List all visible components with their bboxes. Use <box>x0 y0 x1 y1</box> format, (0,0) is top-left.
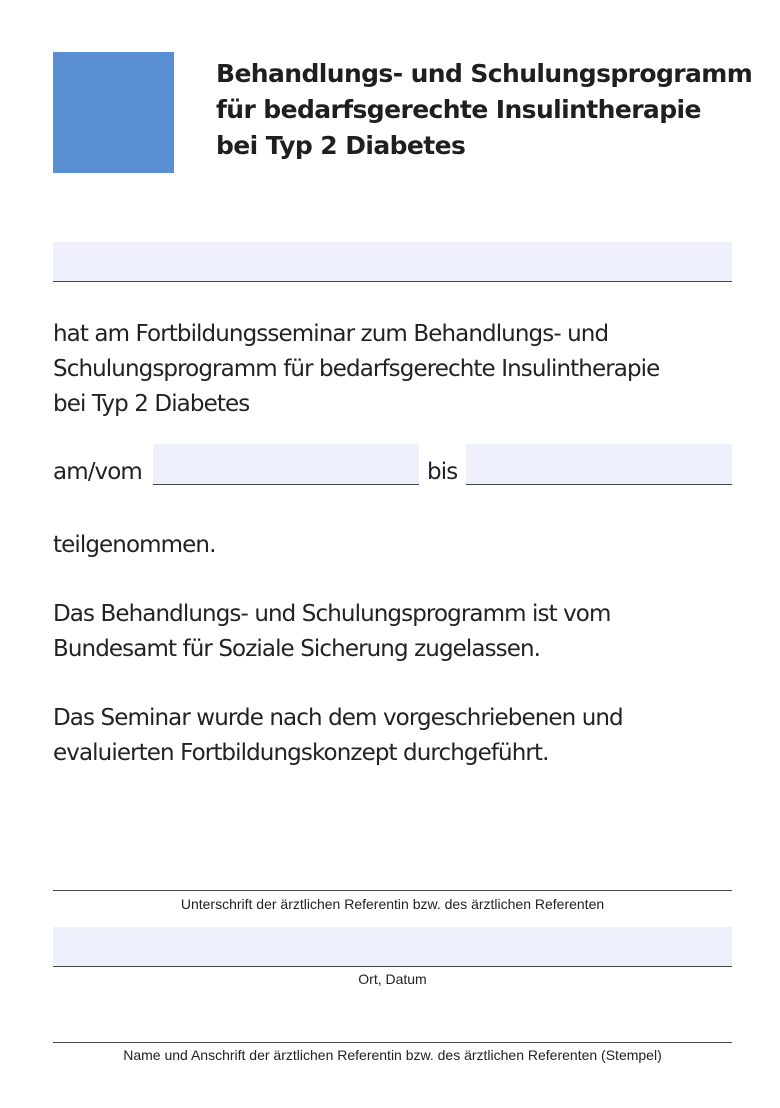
approval-line-2: Bundesamt für Soziale Sicherung zugelassen. <box>53 636 541 662</box>
document-title <box>216 56 756 164</box>
stamp-line[interactable] <box>53 1042 732 1043</box>
title-line-2: für bedarfsgerechte Insulintherapie <box>216 95 701 124</box>
date-to-underline <box>466 484 732 485</box>
date-from-label: am/vom <box>53 459 142 485</box>
concept-line-1: Das Seminar wurde nach dem vorgeschriebenen und <box>53 705 623 731</box>
approval-paragraph <box>53 597 611 667</box>
date-to-field[interactable] <box>466 444 732 484</box>
stamp-caption: Name und Anschrift der ärztlichen Referentin bzw. des ärztlichen Referenten (Stempel) <box>123 1047 662 1063</box>
place-date-caption: Ort, Datum <box>358 971 427 987</box>
date-from-underline <box>153 484 419 485</box>
date-to-label: bis <box>427 459 458 485</box>
place-date-field[interactable] <box>53 927 732 966</box>
signature-line[interactable] <box>53 890 732 891</box>
title-line-1: Behandlungs- und Schulungsprogramm <box>216 59 753 88</box>
participant-name-field[interactable] <box>53 242 732 281</box>
logo-square <box>53 52 174 173</box>
date-from-field[interactable] <box>153 444 419 484</box>
approval-line-1: Das Behandlungs- und Schulungsprogramm ist vom <box>53 601 611 627</box>
concept-paragraph <box>53 701 623 771</box>
intro-line-1: hat am Fortbildungsseminar zum Behandlungs- und <box>53 321 609 347</box>
intro-line-2: Schulungsprogramm für bedarfsgerechte Insulintherapie <box>53 356 660 382</box>
intro-paragraph <box>53 317 659 422</box>
signature-caption: Unterschrift der ärztlichen Referentin bzw. des ärztlichen Referenten <box>180 896 605 912</box>
concept-line-2: evaluierten Fortbildungskonzept durchgeführt. <box>53 740 549 766</box>
intro-line-3: bei Typ 2 Diabetes <box>53 391 250 417</box>
participant-name-underline <box>53 281 732 282</box>
title-line-3: bei Typ 2 Diabetes <box>216 131 466 160</box>
place-date-underline <box>53 966 732 967</box>
participated-text: teilgenommen. <box>53 532 216 558</box>
